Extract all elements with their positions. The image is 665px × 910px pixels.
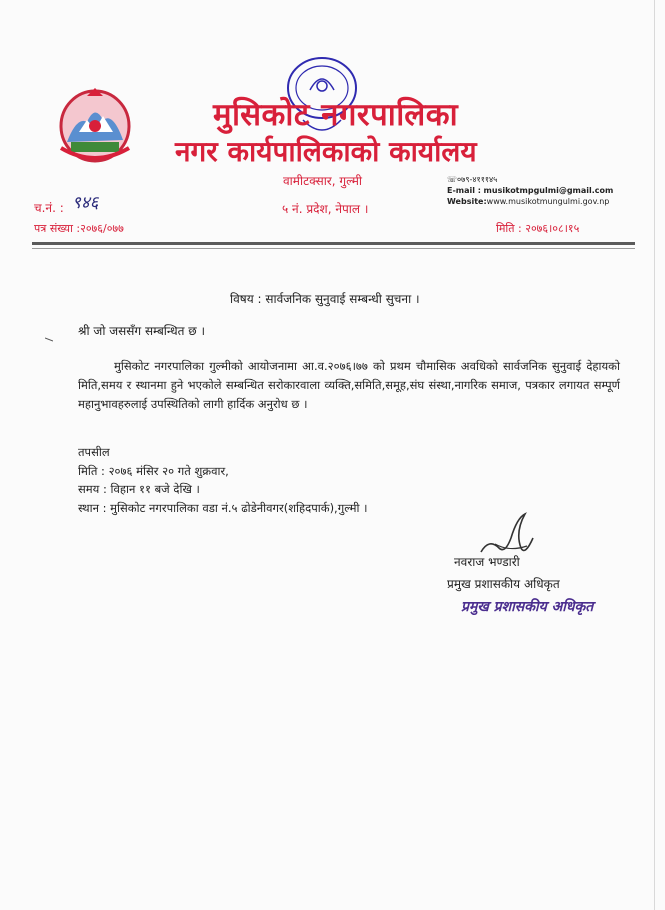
address-line-2: ५ नं. प्रदेश, नेपाल । (282, 202, 369, 216)
contact-block (447, 174, 613, 207)
header-divider-thin (32, 248, 635, 249)
signatory-title: प्रमुख प्रशासकीय अधिकृत (447, 577, 560, 591)
email-line (447, 185, 613, 196)
phone-icon: ☏ (447, 175, 458, 184)
signatory-name: नवराज भण्डारी (454, 555, 520, 569)
chalani-label: च.नं. : (34, 201, 64, 215)
website-url[interactable]: www.musikotmungulmi.gov.np (486, 197, 610, 206)
page-edge (654, 0, 655, 910)
subject-line: विषय : सार्वजनिक सुनुवाई सम्बन्धी सुचना । (230, 292, 420, 306)
details-heading: तपसील (78, 445, 110, 459)
letter-reference-number: पत्र संख्या :२०७६/०७७ (34, 222, 124, 235)
email-label: E-mail : (447, 186, 481, 195)
phone-line (447, 174, 613, 185)
addressee-line: श्री जो जससँग सम्बन्धित छ । (78, 324, 206, 338)
chalani-number: ९४६ (72, 193, 99, 213)
website-label: Website: (447, 197, 487, 206)
details-date: मिति : २०७६ मंसिर २० गते शुक्रवार, (78, 463, 229, 478)
email-address[interactable]: musikotmpgulmi@gmail.com (483, 186, 614, 195)
details-block (78, 443, 367, 517)
header-divider (32, 242, 635, 245)
tick-mark-icon (45, 337, 53, 342)
letter-date: मिति : २०७६।०८।१५ (496, 222, 580, 235)
office-name: नगर कार्यपालिकाको कार्यालय (175, 135, 477, 168)
notice-body: मुसिकोट नगरपालिका गुल्मीको आयोजनामा आ.व.२०७६।७७ को प्रथम चौमासिक अवधिको सार्वजनिक सुनुवाई देहायको मिति,समय र स्थानमा हुने भएकोले सम्बन्धित सरोकारवाला व्यक्ति,समिति,समूह,संघ संस्था,नागरिक समाज, पत्रकार लगायत सम्पूर्ण महानुभावहरुलाई उपस्थितिको लागी हार्दिक अनुरोध छ । (78, 359, 620, 411)
website-line (447, 196, 613, 207)
designation-stamp: प्रमुख प्रशासकीय अधिकृत (461, 599, 594, 615)
details-time: समय : विहान ११ बजे देखि । (78, 482, 200, 496)
phone-number: ०७९-४१११४५ (457, 175, 498, 184)
nepal-emblem-icon (57, 86, 133, 164)
address-line-1: वामीटक्सार, गुल्मी (283, 174, 363, 188)
details-place: स्थान : मुसिकोट नगरपालिका वडा नं.५ ढोडेनीवगर(शहिदपार्क),गुल्मी । (78, 500, 368, 515)
municipality-name: मुसिकोट नगरपालिका (213, 97, 459, 133)
